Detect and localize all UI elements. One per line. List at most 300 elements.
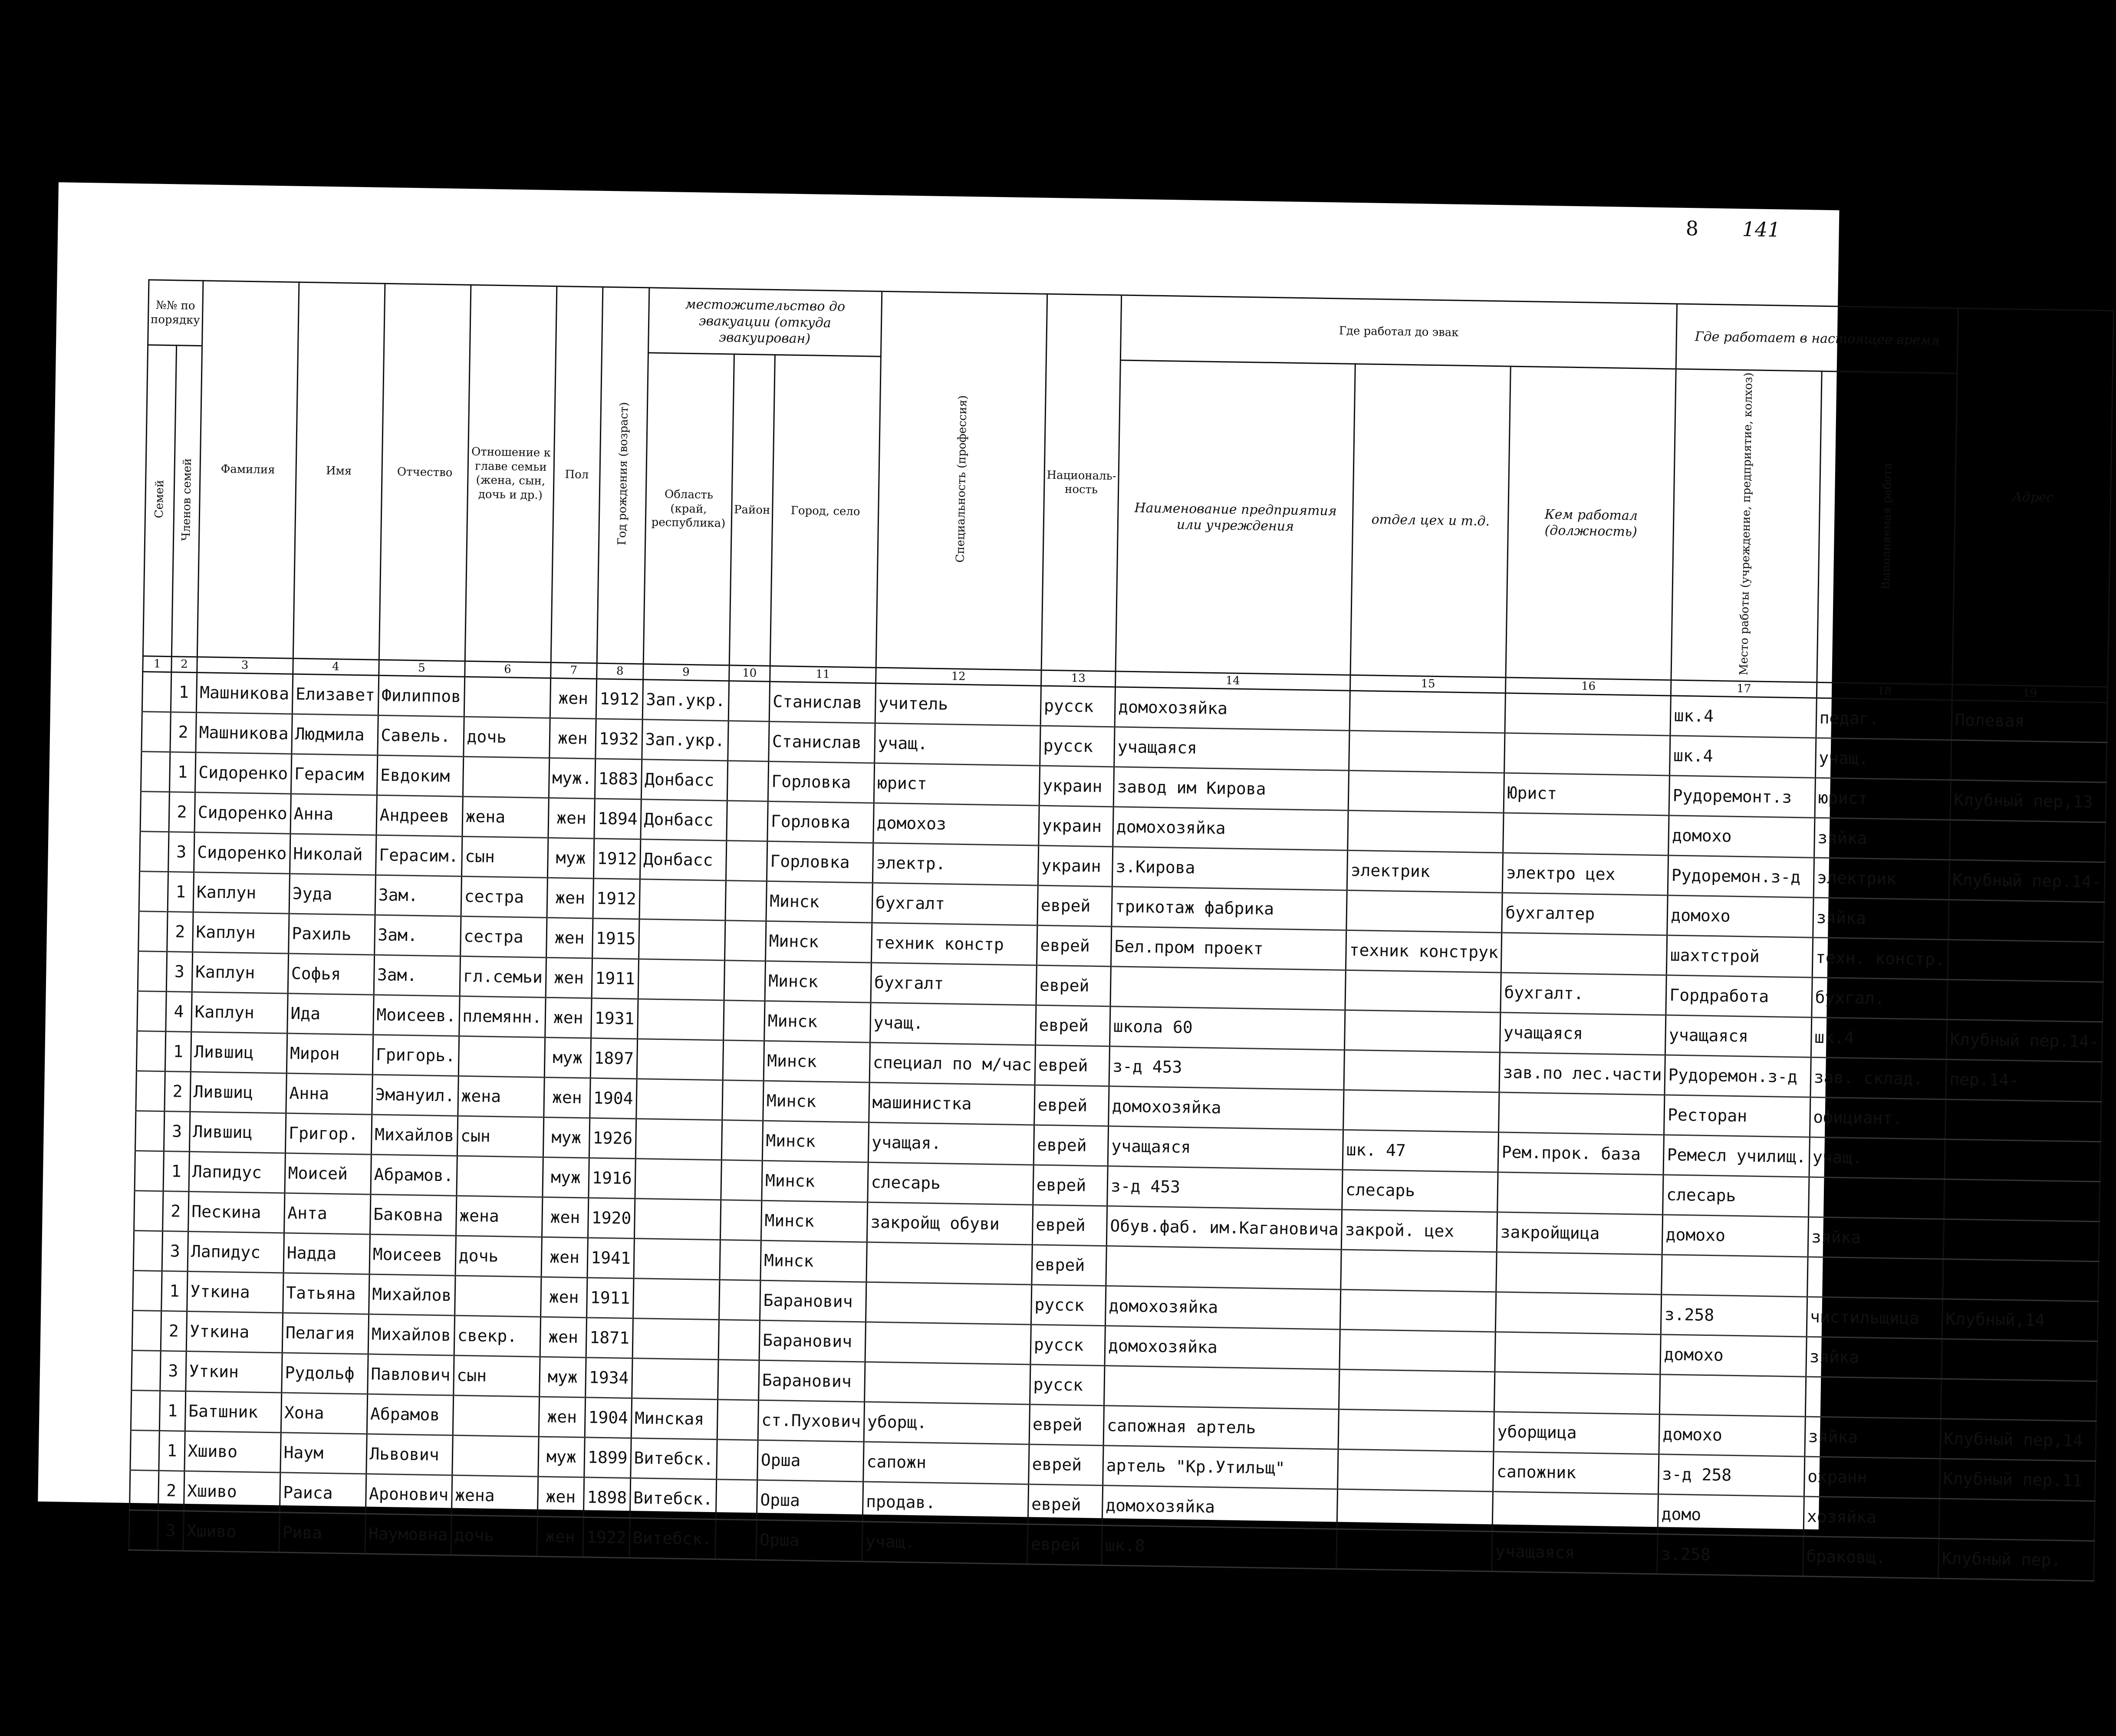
first-name-cell: Раиса: [280, 1473, 366, 1514]
nationality-cell: украин: [1039, 806, 1114, 847]
surname-cell: Хшиво: [184, 1431, 280, 1472]
address-cell: Полевая: [1951, 700, 2108, 743]
member-no-cell: 1: [165, 1032, 191, 1072]
surname-cell: Уткин: [185, 1351, 282, 1392]
prev-position-cell: закройщица: [1497, 1212, 1663, 1255]
specialty-cell: бухгалт: [871, 963, 1037, 1005]
column-number: 8: [597, 664, 643, 680]
birth-year-cell: 1931: [591, 998, 638, 1039]
surname-cell: Каплун: [192, 912, 289, 953]
prev-workplace-cell: шк.8: [1102, 1526, 1337, 1569]
specialty-cell: учитель: [875, 683, 1041, 726]
family-no-cell: [133, 1231, 163, 1271]
nationality-cell: еврей: [1036, 965, 1111, 1006]
current-job-cell: учащ.: [1815, 738, 1951, 780]
sex-cell: муж: [539, 1357, 586, 1397]
surname-cell: Хшиво: [183, 1511, 280, 1552]
surname-cell: Уткина: [187, 1271, 283, 1312]
prev-position-cell: бухгалт.: [1501, 973, 1666, 1015]
column-number: 6: [464, 661, 551, 678]
current-workplace-cell: Ремесл училищ.: [1663, 1135, 1810, 1177]
nationality-cell: русск: [1031, 1285, 1106, 1326]
prev-position-cell: сапожник: [1493, 1452, 1659, 1494]
current-job-cell: зяйка: [1808, 1217, 1944, 1259]
town-cell: Минск: [762, 1121, 869, 1162]
prev-position-cell: Рем.прок. база: [1498, 1132, 1664, 1175]
surname-cell: Машникова: [195, 713, 292, 754]
raion-cell: [727, 801, 768, 841]
family-no-cell: [135, 1111, 165, 1151]
relation-cell: жена: [462, 796, 549, 838]
address-cell: [1948, 900, 2105, 942]
header-col11: Город, село: [770, 355, 881, 667]
birth-year-cell: 1897: [590, 1038, 637, 1079]
town-cell: Станислав: [769, 721, 875, 763]
specialty-cell: учащ.: [874, 723, 1040, 766]
column-number: 18: [1817, 683, 1952, 700]
patronymic-cell: Савель.: [377, 715, 464, 756]
relation-cell: сын: [457, 1116, 543, 1157]
current-job-cell: чистильщица: [1807, 1297, 1943, 1339]
current-workplace-cell: Ресторан: [1664, 1095, 1810, 1137]
oblast-cell: [633, 1279, 719, 1320]
specialty-cell: [864, 1362, 1030, 1404]
member-no-cell: 2: [161, 1311, 187, 1351]
prev-department-cell: [1348, 770, 1504, 813]
surname-cell: Лившиц: [190, 1072, 286, 1113]
surname-cell: Лапидус: [189, 1151, 285, 1193]
current-job-cell: зяйка: [1813, 898, 1949, 940]
birth-year-cell: 1932: [596, 719, 642, 760]
member-no-cell: 1: [170, 752, 196, 792]
current-workplace-cell: Рудоремонт.з: [1669, 776, 1815, 818]
specialty-cell: [866, 1242, 1032, 1285]
address-cell: [1950, 820, 2106, 862]
header-col4: Имя: [293, 282, 385, 660]
prev-workplace-cell: трикотаж фабрика: [1112, 887, 1347, 930]
oblast-cell: Витебск.: [630, 1478, 716, 1519]
header-group-birth: местожительство до эвакуации (откуда эвакуирован): [648, 288, 882, 356]
surname-cell: Лившиц: [191, 1032, 287, 1073]
raion-cell: [718, 1320, 760, 1360]
address-cell: [1945, 1099, 2102, 1142]
prev-position-cell: [1504, 733, 1670, 776]
current-job-cell: юрист: [1815, 778, 1951, 820]
raion-cell: [723, 1040, 764, 1081]
town-cell: Минск: [764, 1001, 871, 1042]
sex-cell: муж: [547, 838, 594, 878]
surname-cell: Лапидус: [188, 1231, 284, 1272]
town-cell: ст.Пухович: [758, 1400, 864, 1442]
prev-workplace-cell: домохозяйка: [1105, 1286, 1341, 1329]
address-cell: пер.14-: [1946, 1059, 2102, 1102]
current-job-cell: шк.4: [1811, 1017, 1947, 1059]
sex-cell: жен: [545, 997, 592, 1038]
specialty-cell: [865, 1322, 1031, 1364]
prev-department-cell: [1338, 1409, 1494, 1452]
first-name-cell: Анна: [286, 1073, 372, 1115]
first-name-cell: Рива: [279, 1512, 365, 1554]
member-no-cell: 3: [162, 1231, 188, 1272]
relation-cell: жена: [451, 1475, 538, 1516]
address-cell: Клубный,14: [1942, 1299, 2098, 1341]
prev-department-cell: [1336, 1529, 1493, 1572]
header-col19: Адрес: [1952, 308, 2114, 687]
birth-year-cell: 1926: [589, 1118, 636, 1159]
current-workplace-cell: домо: [1658, 1494, 1804, 1536]
specialty-cell: техник констр: [871, 923, 1037, 965]
current-workplace-cell: шк.4: [1670, 736, 1816, 778]
sex-cell: жен: [548, 798, 595, 838]
patronymic-cell: Павлович: [367, 1354, 454, 1395]
specialty-cell: электр.: [872, 843, 1038, 885]
address-cell: Клубный пер,14: [1940, 1419, 2096, 1461]
prev-position-cell: [1499, 1092, 1665, 1135]
header-group-work: Где работал до эвак: [1120, 295, 1677, 369]
current-workplace-cell: слесарь: [1663, 1175, 1809, 1217]
patronymic-cell: Моисеев.: [373, 995, 459, 1036]
relation-cell: гл.семьи: [460, 956, 546, 997]
member-no-cell: 3: [160, 1351, 186, 1391]
surname-cell: Каплун: [192, 952, 288, 993]
first-name-cell: Пелагия: [282, 1313, 369, 1354]
family-no-cell: [140, 792, 170, 832]
column-number: 2: [171, 657, 197, 672]
nationality-cell: русск: [1040, 686, 1116, 727]
town-cell: Баранович: [759, 1360, 865, 1402]
sex-cell: жен: [543, 1077, 590, 1118]
raion-cell: [726, 841, 767, 881]
header-col8: Год рождения (возраст): [597, 287, 649, 664]
first-name-cell: Хона: [281, 1393, 367, 1434]
prev-workplace-cell: [1110, 967, 1346, 1010]
first-name-cell: Наум: [280, 1433, 366, 1474]
prev-department-cell: шк. 47: [1343, 1130, 1499, 1172]
prev-position-cell: [1497, 1172, 1663, 1215]
current-workplace-cell: з.258: [1657, 1534, 1803, 1576]
prev-position-cell: бухгалтер: [1502, 893, 1668, 935]
column-number: 17: [1671, 680, 1817, 698]
prev-workplace-cell: артель "Кр.Утильщ": [1103, 1446, 1339, 1489]
nationality-cell: еврей: [1028, 1444, 1103, 1486]
relation-cell: [452, 1435, 538, 1476]
specialty-cell: бухгалт: [872, 883, 1038, 925]
prev-department-cell: [1344, 1050, 1500, 1092]
sex-cell: жен: [537, 1476, 584, 1517]
oblast-cell: [635, 1119, 722, 1160]
birth-year-cell: 1912: [593, 878, 640, 919]
oblast-cell: [634, 1199, 721, 1240]
birth-year-cell: 1904: [590, 1078, 637, 1119]
family-no-cell: [134, 1191, 164, 1231]
header-group-now: Где работает в настоящее время: [1676, 304, 1958, 373]
member-no-cell: 1: [159, 1430, 185, 1471]
oblast-cell: [635, 1159, 721, 1200]
sex-cell: жен: [549, 718, 596, 759]
current-workplace-cell: Рудоремон.з-д: [1668, 855, 1814, 898]
member-no-cell: 3: [158, 1510, 184, 1551]
address-cell: [1939, 1499, 2095, 1541]
town-cell: Горловка: [767, 801, 874, 843]
member-no-cell: 2: [170, 712, 196, 753]
specialty-cell: продав.: [862, 1482, 1028, 1524]
current-workplace-cell: домохо: [1662, 1215, 1809, 1257]
town-cell: Горловка: [767, 841, 873, 883]
prev-workplace-cell: [1106, 1246, 1342, 1289]
oblast-cell: [638, 959, 724, 1000]
birth-year-cell: 1911: [592, 958, 638, 999]
prev-department-cell: закрой. цех: [1341, 1210, 1497, 1252]
birth-year-cell: 1915: [592, 918, 639, 959]
header-col9: Область (край, республика): [643, 353, 734, 666]
member-no-cell: 3: [164, 1111, 190, 1152]
current-job-cell: электрик: [1813, 858, 1950, 900]
header-col3: Фамилия: [197, 281, 299, 659]
specialty-cell: учащая.: [868, 1122, 1034, 1165]
sex-cell: жен: [541, 1237, 588, 1278]
relation-cell: [453, 1395, 539, 1437]
patronymic-cell: Наумовна: [365, 1514, 451, 1555]
address-cell: Клубный пер.: [1938, 1539, 2095, 1581]
relation-cell: сестра: [460, 916, 546, 957]
column-number: 5: [378, 660, 465, 677]
family-no-cell: [136, 1071, 165, 1111]
member-no-cell: 1: [171, 672, 197, 713]
nationality-cell: русск: [1040, 726, 1115, 767]
specialty-cell: закройщ обуви: [867, 1202, 1033, 1245]
current-job-cell: хозяйка: [1803, 1496, 1940, 1539]
current-workplace-cell: з.258: [1661, 1295, 1807, 1337]
member-no-cell: 1: [160, 1391, 186, 1431]
column-number: 11: [770, 666, 876, 683]
town-cell: Минск: [766, 881, 872, 923]
town-cell: Орша: [756, 1520, 862, 1562]
birth-year-cell: 1911: [587, 1278, 634, 1318]
header-col5: Отчество: [379, 283, 471, 661]
raion-cell: [725, 881, 767, 921]
sex-cell: жен: [536, 1516, 583, 1557]
address-cell: [1943, 1259, 2099, 1302]
family-no-cell: [129, 1510, 158, 1550]
address-cell: [1943, 1219, 2100, 1262]
member-no-cell: 1: [168, 872, 194, 912]
prev-position-cell: зав.по лес.части: [1499, 1052, 1665, 1095]
prev-position-cell: [1492, 1492, 1658, 1534]
relation-cell: сын: [461, 836, 548, 878]
prev-workplace-cell: домохозяйка: [1109, 1086, 1344, 1130]
prev-department-cell: [1338, 1449, 1494, 1492]
prev-department-cell: [1348, 810, 1504, 853]
column-number: 7: [550, 663, 597, 679]
prev-department-cell: [1341, 1249, 1497, 1292]
oblast-cell: [638, 919, 725, 960]
prev-workplace-cell: Обув.фаб. им.Кагановича: [1106, 1206, 1342, 1249]
header-col15: отдел цех и т.д.: [1350, 364, 1510, 677]
relation-cell: [464, 677, 550, 718]
current-job-cell: браковщ.: [1803, 1536, 1939, 1578]
current-workplace-cell: [1662, 1255, 1808, 1297]
family-no-cell: [139, 871, 168, 912]
prev-workplace-cell: [1104, 1366, 1339, 1409]
first-name-cell: Рахиль: [288, 914, 375, 955]
oblast-cell: Витебск.: [629, 1518, 716, 1559]
oblast-cell: Донбасс: [640, 839, 726, 881]
raion-cell: [720, 1200, 762, 1240]
nationality-cell: еврей: [1029, 1404, 1104, 1446]
address-cell: [1948, 940, 2104, 982]
relation-cell: сестра: [461, 876, 547, 917]
prev-position-cell: учащаяся: [1492, 1532, 1658, 1574]
relation-cell: сын: [453, 1355, 540, 1397]
sex-cell: жен: [547, 878, 594, 918]
sex-cell: муж.: [549, 758, 596, 799]
surname-cell: Сидоренко: [194, 832, 290, 874]
register-sheet: [38, 182, 2102, 1570]
town-cell: Орша: [757, 1480, 863, 1522]
birth-year-cell: 1894: [594, 799, 641, 839]
oblast-cell: Зап.укр.: [642, 680, 729, 721]
specialty-cell: юрист: [874, 763, 1040, 806]
relation-cell: дочь: [463, 717, 550, 758]
family-no-cell: [130, 1430, 160, 1470]
first-name-cell: Татьяна: [283, 1273, 369, 1314]
current-job-cell: официант.: [1810, 1097, 1946, 1139]
member-no-cell: 2: [169, 792, 195, 832]
sex-cell: муж: [543, 1117, 590, 1158]
current-workplace-cell: Гордработа: [1666, 975, 1812, 1017]
surname-cell: Каплун: [191, 992, 287, 1033]
column-number: 1: [143, 656, 172, 672]
oblast-cell: [637, 1039, 723, 1080]
oblast-cell: Зап.укр.: [642, 720, 728, 761]
surname-cell: Машникова: [196, 673, 293, 714]
town-cell: Орша: [757, 1440, 864, 1482]
prev-department-cell: [1337, 1489, 1493, 1532]
header-col1: Семей: [143, 345, 177, 657]
town-cell: Баранович: [760, 1280, 866, 1322]
oblast-cell: [634, 1239, 720, 1280]
current-workplace-cell: домохо: [1660, 1335, 1807, 1377]
column-number: 4: [293, 659, 379, 676]
address-cell: Клубный пер,13: [1950, 780, 2106, 822]
specialty-cell: учащ.: [870, 1003, 1036, 1045]
first-name-cell: Ида: [287, 993, 373, 1035]
patronymic-cell: Эмануил.: [372, 1075, 458, 1116]
relation-cell: дочь: [455, 1236, 542, 1277]
birth-year-cell: 1941: [587, 1238, 634, 1279]
town-cell: Станислав: [769, 681, 875, 723]
raion-cell: [721, 1160, 763, 1200]
specialty-cell: [865, 1282, 1031, 1325]
raion-cell: [716, 1440, 758, 1480]
nationality-cell: украин: [1038, 845, 1113, 887]
oblast-cell: [639, 879, 726, 921]
address-cell: [1941, 1379, 2097, 1421]
birth-year-cell: 1904: [585, 1397, 632, 1438]
sex-cell: жен: [540, 1317, 587, 1358]
family-no-cell: [135, 1151, 164, 1191]
prev-position-cell: [1496, 1252, 1662, 1295]
column-number: 3: [197, 657, 293, 674]
member-no-cell: 3: [168, 832, 194, 872]
patronymic-cell: Абрамов.: [370, 1154, 457, 1196]
first-name-cell: Надда: [283, 1233, 370, 1274]
header-col13: Националь-ность: [1041, 294, 1122, 671]
address-cell: [1944, 1179, 2100, 1222]
nationality-cell: еврей: [1032, 1205, 1107, 1246]
first-name-cell: Моисей: [284, 1153, 371, 1194]
prev-department-cell: [1343, 1090, 1500, 1132]
relation-cell: свекр.: [454, 1315, 540, 1357]
prev-workplace-cell: домохозяйка: [1102, 1486, 1338, 1529]
header-col12: Специальность (профессия): [876, 291, 1047, 670]
town-cell: Минск: [763, 1041, 870, 1082]
current-workplace-cell: з-д 258: [1659, 1454, 1805, 1496]
prev-workplace-cell: сапожная артель: [1103, 1406, 1339, 1449]
current-workplace-cell: домохо: [1667, 895, 1813, 937]
nationality-cell: еврей: [1035, 1045, 1110, 1086]
sex-cell: жен: [546, 957, 592, 998]
town-cell: Горловка: [768, 761, 874, 803]
current-job-cell: [1808, 1177, 1945, 1219]
first-name-cell: Анна: [290, 794, 376, 835]
surname-cell: Каплун: [193, 872, 290, 914]
birth-year-cell: 1920: [588, 1198, 635, 1239]
prev-position-cell: [1496, 1292, 1662, 1335]
relation-cell: жена: [456, 1196, 542, 1237]
first-name-cell: Герасим: [291, 754, 377, 795]
specialty-cell: специал по м/час: [869, 1042, 1035, 1085]
archive-number: 141: [1742, 217, 1781, 242]
current-job-cell: учащ.: [1809, 1137, 1945, 1179]
member-no-cell: 2: [167, 912, 193, 952]
address-cell: [1951, 740, 2107, 783]
prev-workplace-cell: учащаяся: [1108, 1126, 1343, 1170]
prev-position-cell: [1494, 1372, 1660, 1414]
patronymic-cell: Григорь.: [372, 1035, 459, 1076]
sheet-number: 8: [1685, 216, 1699, 240]
patronymic-cell: Моисеев: [369, 1234, 456, 1276]
patronymic-cell: Филиппов: [378, 675, 464, 717]
family-no-cell: [140, 832, 169, 872]
first-name-cell: Эуда: [289, 874, 375, 915]
address-cell: [1945, 1139, 2101, 1182]
town-cell: Минск: [762, 1161, 868, 1202]
town-cell: Минск: [760, 1240, 867, 1282]
patronymic-cell: Герасим.: [375, 835, 462, 876]
family-no-cell: [129, 1470, 159, 1510]
patronymic-cell: Михайлов: [371, 1115, 457, 1156]
member-no-cell: 2: [165, 1072, 191, 1112]
first-name-cell: Рудольф: [281, 1353, 368, 1394]
birth-year-cell: 1912: [594, 838, 641, 879]
surname-cell: Пескина: [188, 1191, 284, 1233]
surname-cell: Лившиц: [189, 1112, 286, 1153]
raion-cell: [724, 921, 766, 961]
raion-cell: [724, 960, 766, 1001]
town-cell: Минск: [765, 921, 872, 963]
family-no-cell: [138, 911, 168, 952]
oblast-cell: [637, 999, 724, 1040]
prev-workplace-cell: домохозяйка: [1113, 807, 1349, 850]
header-col2: Членов семей: [172, 345, 202, 657]
current-workplace-cell: домохо: [1659, 1414, 1805, 1457]
family-no-cell: [136, 1031, 166, 1072]
prev-department-cell: [1346, 890, 1503, 933]
member-no-cell: 4: [166, 992, 192, 1032]
relation-cell: [456, 1156, 543, 1197]
sex-cell: муж: [538, 1437, 585, 1477]
